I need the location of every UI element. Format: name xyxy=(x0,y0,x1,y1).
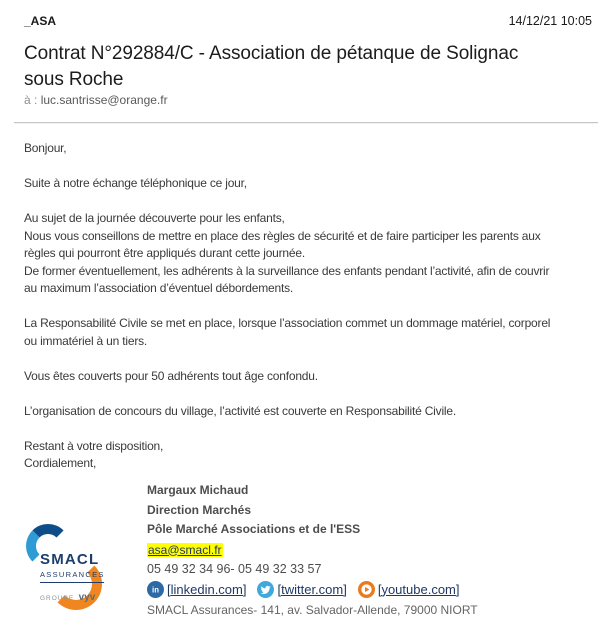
twitter-link[interactable] xyxy=(257,581,346,598)
body-line: Cordialement, xyxy=(24,456,97,470)
to-label: à : xyxy=(24,93,38,107)
social-links-row xyxy=(147,581,478,598)
body-line: Bonjour, xyxy=(24,141,67,155)
logo-group-label: GROUPE xyxy=(40,595,75,602)
logo-brand-name: SMACL xyxy=(40,551,100,568)
body-line: Suite à notre échange téléphonique ce jour, xyxy=(24,176,247,190)
logo-subbrand: ASSURANCES xyxy=(40,568,104,583)
body-line: ou immatériel à un tiers. xyxy=(24,333,148,348)
signature-unit: Pôle Marché Associations et de l'ESS xyxy=(147,522,361,536)
signature-email-row xyxy=(147,542,478,558)
svg-text:in: in xyxy=(152,585,159,595)
signature-block xyxy=(147,481,478,617)
linkedin-icon[interactable] xyxy=(147,581,164,598)
body-line: règles qui pourront être appliqués durant cette journée. xyxy=(24,246,305,260)
header-divider xyxy=(14,122,598,123)
signature-address: SMACL Assurances- 141, av. Salvador-Allende, 79000 NIORT xyxy=(147,602,478,617)
body-line: Nous vous conseillons de mettre en place des règles de sécurité et de faire participer les parents aux xyxy=(24,228,541,243)
email-subject-line1: Contrat N°292884/C - Association de pétanque de Solignac xyxy=(24,43,519,64)
body-paragraph xyxy=(24,368,612,386)
body-paragraph xyxy=(24,315,612,350)
email-subject xyxy=(24,41,518,93)
email-subject-line2: sous Roche xyxy=(24,69,124,90)
twitter-link-label[interactable]: [twitter.com] xyxy=(277,581,347,597)
body-line: L’organisation de concours du village, l’activité est couverte en Responsabilité Civile. xyxy=(24,403,456,418)
recipient-line xyxy=(24,93,168,107)
linkedin-link-label[interactable]: [linkedin.com] xyxy=(167,581,247,597)
email-body xyxy=(24,140,612,490)
logo-group-line xyxy=(40,587,104,605)
body-paragraph xyxy=(24,175,612,193)
signature-name: Margaux Michaud xyxy=(147,483,249,497)
logo-text xyxy=(40,551,104,605)
linkedin-link[interactable] xyxy=(147,581,246,598)
body-line: au maximum l’association d’éventuel débordements. xyxy=(24,281,294,295)
body-paragraph xyxy=(24,140,612,158)
body-line: Restant à votre disposition, xyxy=(24,438,164,453)
body-line: Au sujet de la journée découverte pour les enfants, xyxy=(24,211,285,225)
body-paragraph xyxy=(24,438,612,473)
smacl-logo xyxy=(24,520,146,632)
signature-department: Direction Marchés xyxy=(147,502,252,517)
signature-phones: 05 49 32 34 96- 05 49 32 33 57 xyxy=(147,561,322,576)
body-line: De former éventuellement, les adhérents à la surveillance des enfants pendant l’activité, afin de couvrir xyxy=(24,263,550,278)
twitter-icon[interactable] xyxy=(257,581,274,598)
email-link[interactable]: asa@smacl.fr xyxy=(148,542,222,557)
body-line: La Responsabilité Civile se met en place, lorsque l’association commet un dommage matériel, corporel xyxy=(24,316,551,330)
sender-name: _ASA xyxy=(24,14,57,28)
body-paragraph xyxy=(24,403,612,421)
body-line: Vous êtes couverts pour 50 adhérents tout âge confondu. xyxy=(24,368,318,383)
youtube-link-label[interactable]: [youtube.com] xyxy=(377,581,460,597)
recipient-email[interactable]: luc.santrisse@orange.fr xyxy=(40,93,168,107)
body-paragraph xyxy=(24,210,612,298)
youtube-link[interactable] xyxy=(358,581,460,598)
logo-group-brand: vyv xyxy=(78,592,96,603)
email-timestamp: 14/12/21 10:05 xyxy=(508,14,592,28)
youtube-icon[interactable] xyxy=(358,581,375,598)
